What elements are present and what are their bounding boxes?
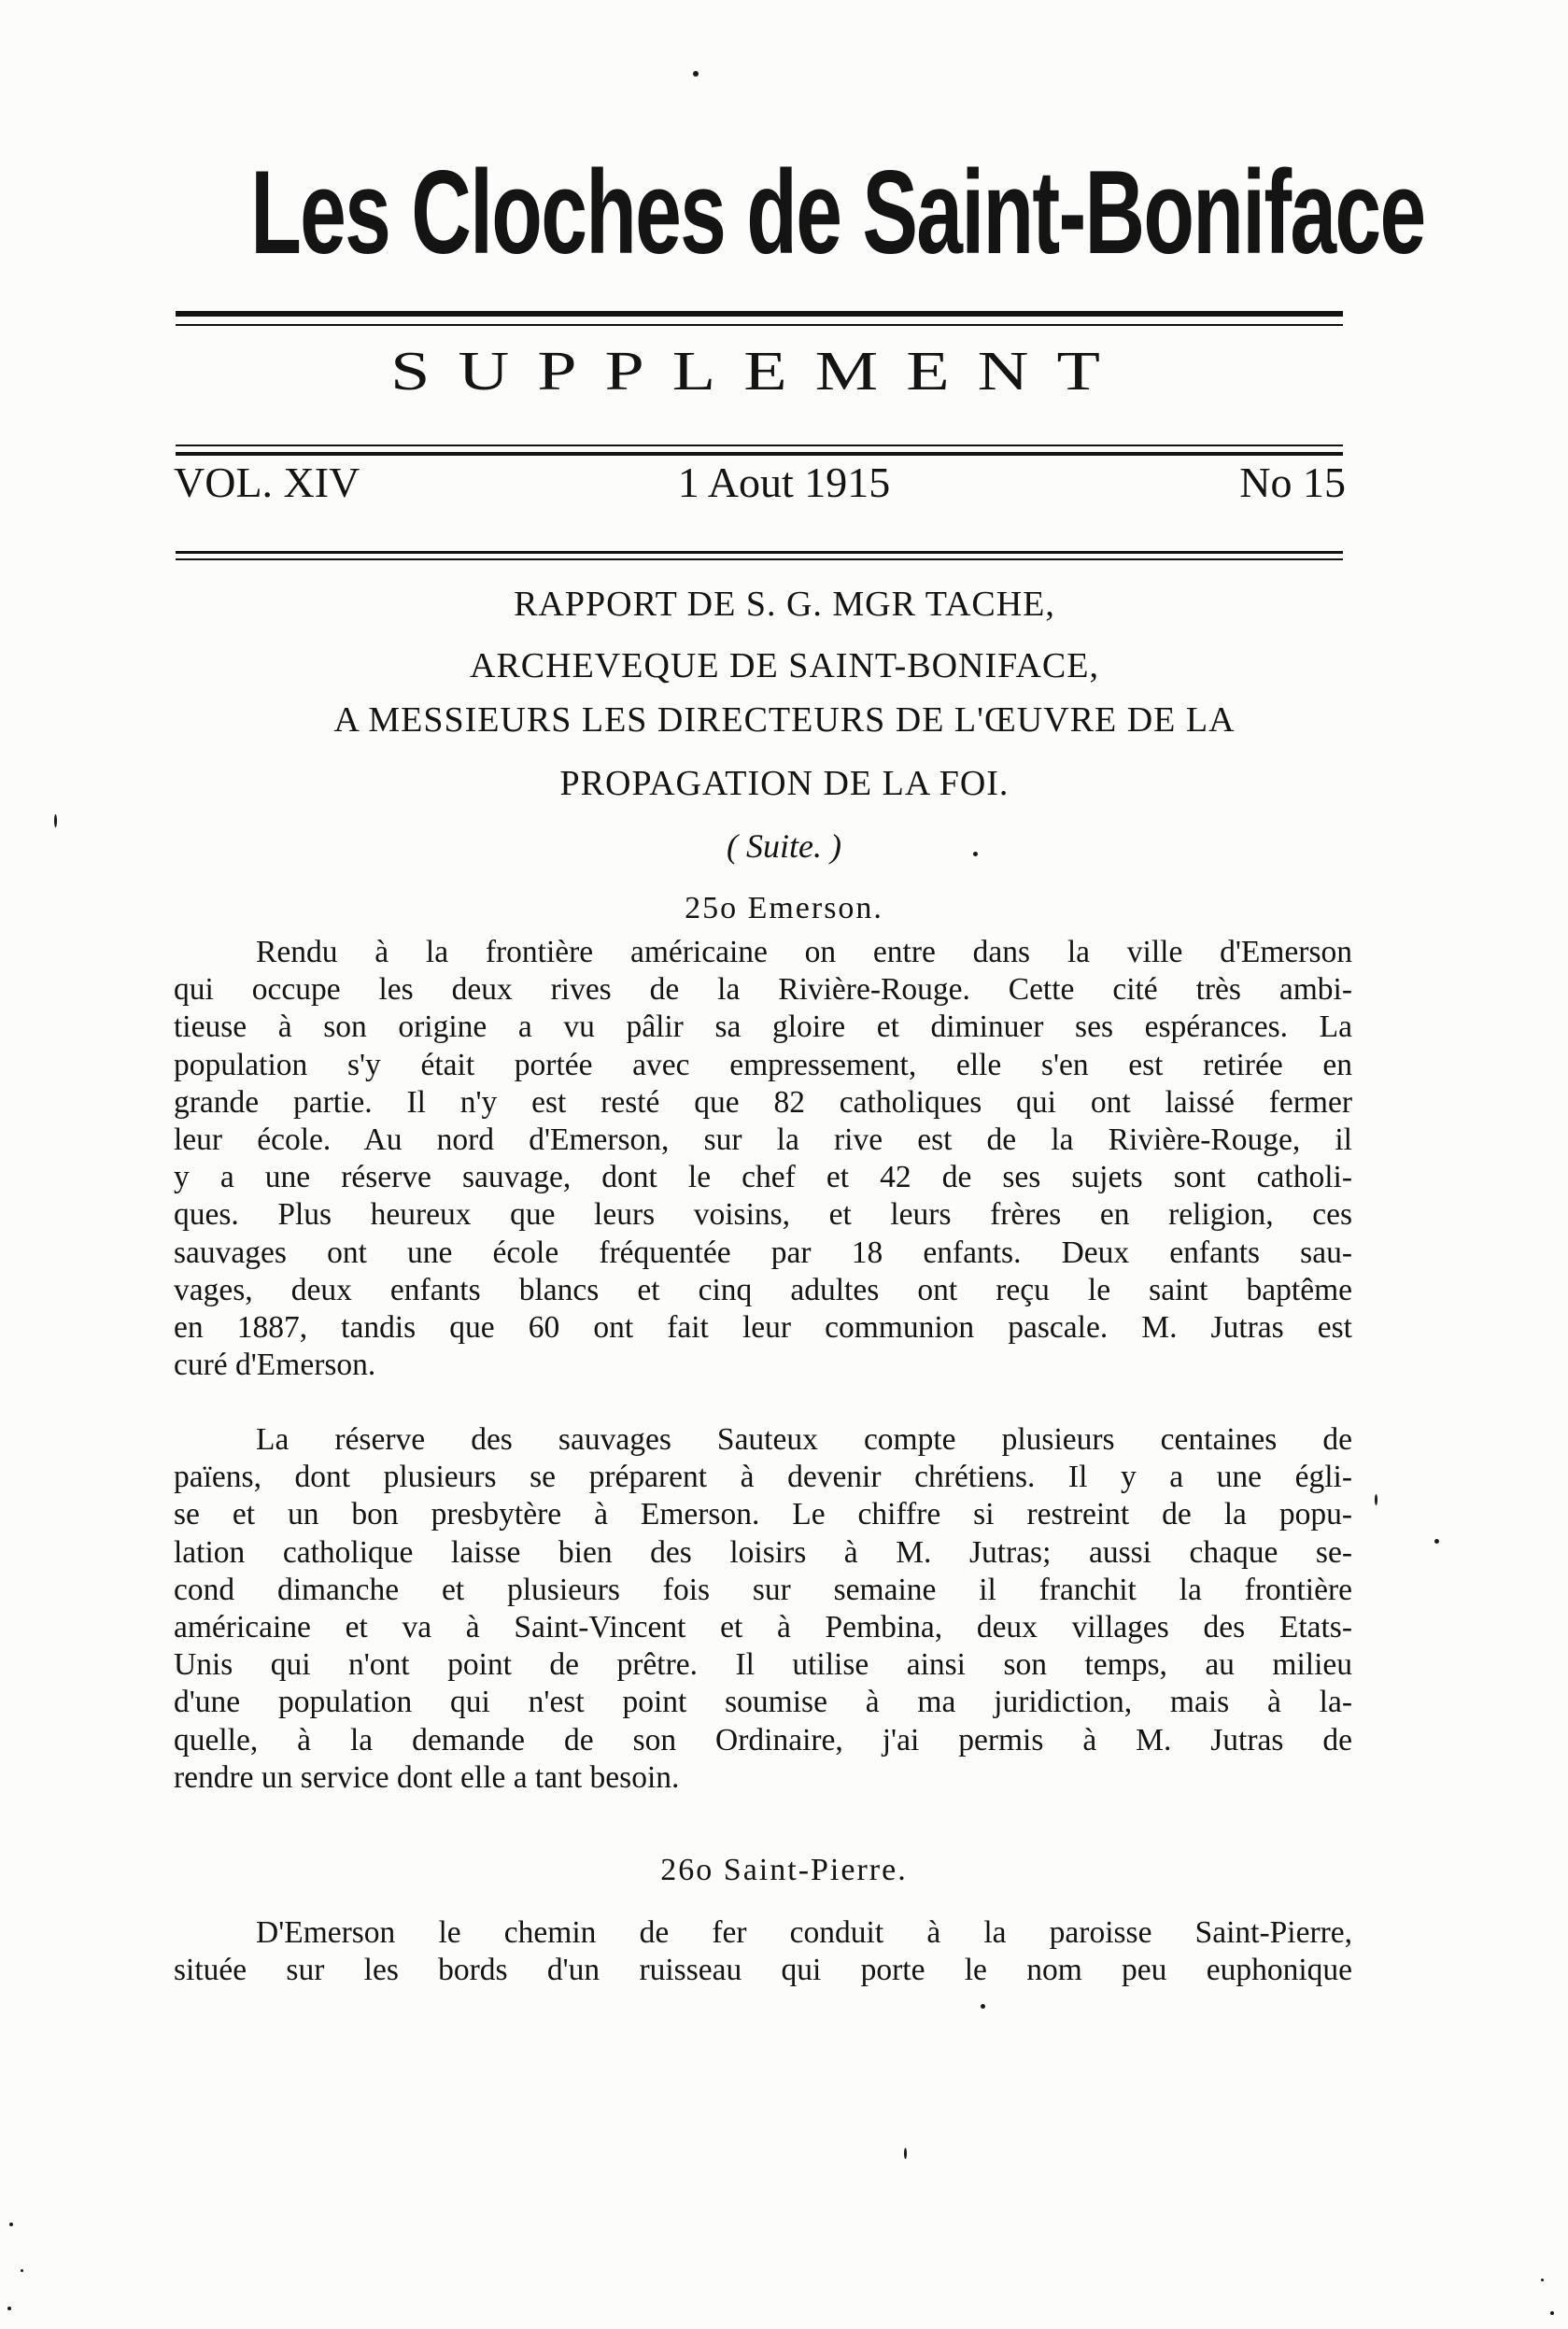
print-speck	[1541, 2279, 1544, 2281]
article-heading-line: PROPAGATION DE LA FOI.	[559, 764, 1010, 803]
print-speck	[981, 2004, 985, 2009]
text-line: sauvages ont une école fréquentée par 18 enfants. Deux enfants sau-	[174, 1235, 1352, 1270]
text-line: lation catholique laisse bien des loisirs à M. Jutras; aussi chaque se-	[174, 1534, 1352, 1570]
supplement-banner: SUPPLEMENT	[390, 340, 1128, 402]
print-speck	[904, 2148, 907, 2159]
text-line: Unis qui n'ont point de prêtre. Il utilise ainsi son temps, au milieu	[174, 1647, 1352, 1683]
paragraph-saint-pierre-1	[174, 1914, 1352, 1989]
print-speck	[7, 2307, 11, 2310]
supplement-rule-thin	[176, 445, 1343, 446]
text-line: américaine et va à Saint-Vincent et à Pembina, deux villages des Etats-	[174, 1609, 1352, 1644]
dateline-rule-thick	[176, 551, 1343, 554]
masthead-title: Les Cloches de Saint-Boniface	[250, 147, 1425, 280]
print-speck	[1550, 2311, 1554, 2315]
text-line: quelle, à la demande de son Ordinaire, j'ai permis à M. Jutras de	[174, 1722, 1352, 1757]
dateline-rule-thin	[176, 558, 1343, 560]
print-speck	[21, 2269, 23, 2272]
section-title-emerson: 25o Emerson.	[685, 891, 883, 925]
volume-number: VOL. XIV	[174, 459, 360, 506]
article-heading-line: RAPPORT DE S. G. MGR TACHE,	[514, 585, 1055, 624]
text-line: en 1887, tandis que 60 ont fait leur communion pascale. M. Jutras est	[174, 1309, 1352, 1345]
text-line: y a une réserve sauvage, dont le chef et 42 de ses sujets sont catholi-	[174, 1160, 1352, 1195]
text-line: située sur les bords d'un ruisseau qui porte le nom peu euphonique	[174, 1953, 1352, 1988]
issue-date: 1 Aout 1915	[677, 459, 891, 506]
print-speck	[1434, 1539, 1439, 1544]
print-speck	[973, 852, 978, 856]
print-speck	[54, 814, 57, 827]
continued-marker: ( Suite. )	[727, 827, 841, 865]
paragraph-emerson-2	[174, 1421, 1352, 1797]
text-line: ques. Plus heureux que leurs voisins, et leurs frères en religion, ces	[174, 1197, 1352, 1233]
text-line: leur école. Au nord d'Emerson, sur la rive est de la Rivière-Rouge, il	[174, 1122, 1352, 1157]
text-line: Rendu à la frontière américaine on entre dans la ville d'Emerson	[256, 935, 1352, 969]
article-heading-line: A MESSIEURS LES DIRECTEURS DE L'ŒUVRE DE LA	[333, 700, 1236, 740]
text-line: qui occupe les deux rives de la Rivière-Rouge. Cette cité très ambi-	[174, 972, 1352, 1008]
masthead-rule-top-thick	[176, 311, 1343, 317]
text-line: rendre un service dont elle a tant besoin.	[174, 1759, 680, 1795]
paragraph-emerson-1	[174, 934, 1352, 1384]
text-line: population s'y était portée avec empressement, elle s'en est retirée en	[174, 1047, 1352, 1082]
print-speck	[9, 2223, 13, 2226]
text-line: d'une population qui n'est point soumise à ma juridiction, mais à la-	[174, 1685, 1352, 1720]
text-line: cond dimanche et plusieurs fois sur semaine il franchit la frontière	[174, 1572, 1352, 1607]
print-speck	[693, 71, 699, 77]
text-line: païens, dont plusieurs se préparent à devenir chrétiens. Il y a une égli-	[174, 1460, 1352, 1495]
text-line: D'Emerson le chemin de fer conduit à la paroisse Saint-Pierre,	[256, 1915, 1352, 1950]
section-title-saint-pierre: 26o Saint-Pierre.	[660, 1853, 908, 1887]
text-line: curé d'Emerson.	[174, 1348, 376, 1383]
text-line: vages, deux enfants blancs et cinq adultes ont reçu le saint baptême	[174, 1272, 1352, 1307]
issue-number: No 15	[1239, 459, 1346, 506]
supplement-rule-thick	[176, 452, 1343, 456]
article-heading-line: ARCHEVEQUE DE SAINT-BONIFACE,	[470, 646, 1099, 685]
text-line: grande partie. Il n'y est resté que 82 catholiques qui ont laissé fermer	[174, 1084, 1352, 1120]
text-line: tieuse à son origine a vu pâlir sa gloire et diminuer ses espérances. La	[174, 1009, 1352, 1045]
text-line: se et un bon presbytère à Emerson. Le chiffre si restreint de la popu-	[174, 1497, 1352, 1532]
masthead-rule-top-thin	[176, 324, 1343, 326]
print-speck	[1375, 1494, 1377, 1505]
text-line: La réserve des sauvages Sauteux compte plusieurs centaines de	[256, 1422, 1352, 1457]
